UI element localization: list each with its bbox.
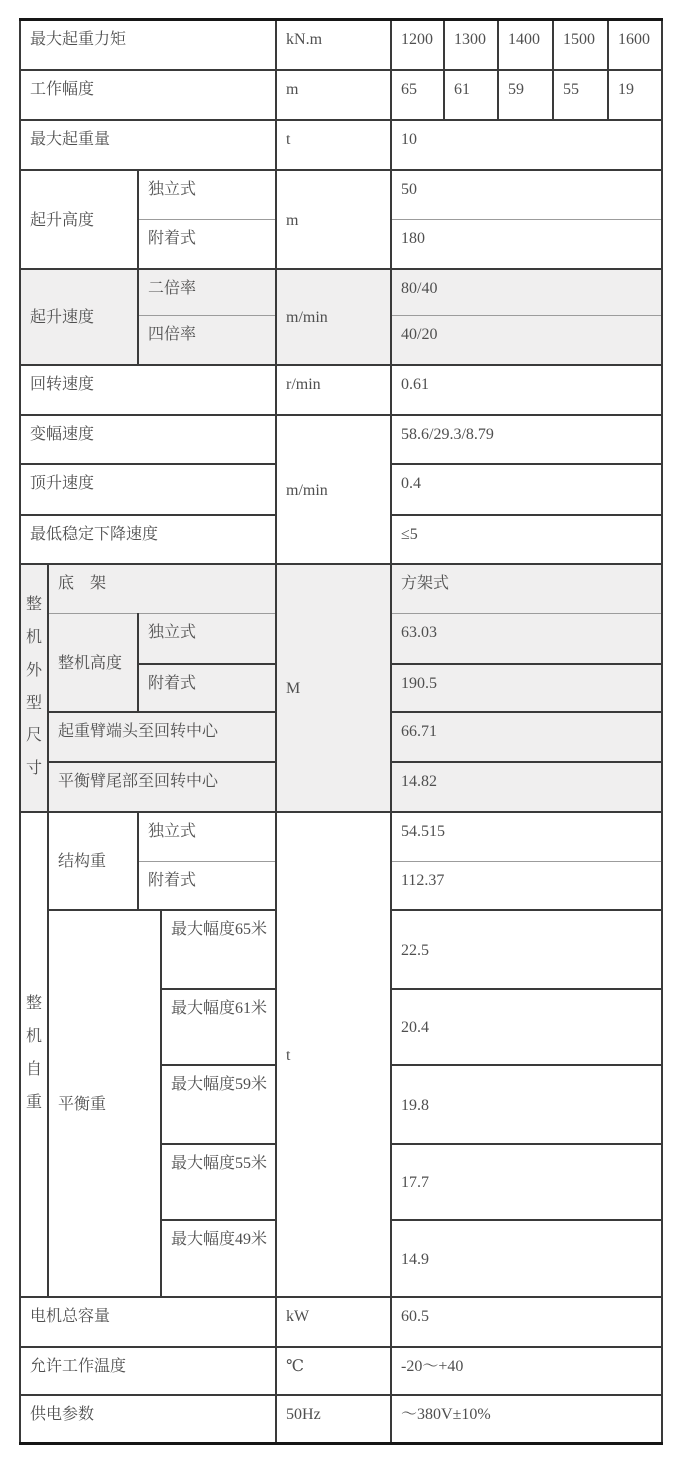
spec-label: 回转速度 (20, 365, 276, 415)
sub-label: 附着式 (138, 220, 276, 269)
value-cell: 10 (391, 120, 662, 170)
sub-label: 最大幅度61米 (161, 989, 276, 1065)
sub-label: 独立式 (138, 812, 276, 862)
unit-cell: kN.m (276, 20, 391, 70)
unit-cell: 50Hz (276, 1395, 391, 1444)
value-cell: 40/20 (391, 316, 662, 365)
spec-label: 起重臂端头至回转中心 (48, 712, 276, 762)
vertical-group-label: 整机自重 (20, 812, 48, 1297)
value-cell: 14.9 (391, 1220, 662, 1297)
sub-label: 二倍率 (138, 269, 276, 316)
unit-cell: t (276, 812, 391, 1297)
value-cell: 80/40 (391, 269, 662, 316)
table-row (20, 812, 662, 862)
spec-label: 最低稳定下降速度 (20, 515, 276, 564)
unit-cell: m (276, 70, 391, 120)
value-cell: 1600 (608, 20, 662, 70)
unit-cell: t (276, 120, 391, 170)
group-label: 整机高度 (48, 614, 138, 712)
spec-label: 供电参数 (20, 1395, 276, 1444)
sub-label: 四倍率 (138, 316, 276, 365)
group-label: 结构重 (48, 812, 138, 910)
unit-cell: m/min (276, 269, 391, 365)
unit-cell: m (276, 170, 391, 269)
value-cell: 180 (391, 220, 662, 269)
value-cell: 17.7 (391, 1144, 662, 1220)
spec-label: 电机总容量 (20, 1297, 276, 1347)
group-label: 平衡重 (48, 910, 161, 1297)
value-cell: 54.515 (391, 812, 662, 862)
table-row (20, 120, 662, 170)
value-cell: -20～+40 (391, 1347, 662, 1395)
value-cell: 63.03 (391, 614, 662, 664)
value-cell: ≤5 (391, 515, 662, 564)
value-cell: 22.5 (391, 910, 662, 989)
value-cell: 58.6/29.3/8.79 (391, 415, 662, 464)
spec-label: 工作幅度 (20, 70, 276, 120)
value-cell: 55 (553, 70, 608, 120)
table-row (20, 1395, 662, 1444)
value-cell: ～380V±10% (391, 1395, 662, 1444)
table-row (20, 269, 662, 316)
table-row (20, 564, 662, 614)
table-row (20, 1347, 662, 1395)
value-cell: 190.5 (391, 664, 662, 712)
group-label: 起升高度 (20, 170, 138, 269)
unit-cell: ℃ (276, 1347, 391, 1395)
spec-label: 变幅速度 (20, 415, 276, 464)
value-cell: 14.82 (391, 762, 662, 812)
sub-label: 附着式 (138, 664, 276, 712)
value-cell: 50 (391, 170, 662, 220)
value-cell: 19.8 (391, 1065, 662, 1144)
spec-label: 顶升速度 (20, 464, 276, 515)
value-cell: 0.4 (391, 464, 662, 515)
sub-label: 附着式 (138, 862, 276, 910)
sub-label: 最大幅度55米 (161, 1144, 276, 1220)
value-cell: 61 (444, 70, 498, 120)
spec-table (19, 18, 663, 1445)
value-cell: 112.37 (391, 862, 662, 910)
spec-label: 最大起重量 (20, 120, 276, 170)
value-cell: 59 (498, 70, 553, 120)
sub-label: 最大幅度65米 (161, 910, 276, 989)
table-row (20, 20, 662, 70)
value-cell: 1300 (444, 20, 498, 70)
value-cell: 1200 (391, 20, 444, 70)
sub-label: 最大幅度59米 (161, 1065, 276, 1144)
table-row (20, 70, 662, 120)
unit-cell: kW (276, 1297, 391, 1347)
value-cell: 65 (391, 70, 444, 120)
value-cell: 19 (608, 70, 662, 120)
group-label: 起升速度 (20, 269, 138, 365)
table-row (20, 170, 662, 220)
vertical-group-label: 整机外型尺寸 (20, 564, 48, 812)
sub-label: 独立式 (138, 614, 276, 664)
value-cell: 60.5 (391, 1297, 662, 1347)
value-cell: 方架式 (391, 564, 662, 614)
sub-label: 独立式 (138, 170, 276, 220)
table-row (20, 415, 662, 464)
spec-label: 允许工作温度 (20, 1347, 276, 1395)
value-cell: 66.71 (391, 712, 662, 762)
table-row (20, 1297, 662, 1347)
value-cell: 0.61 (391, 365, 662, 415)
spec-label: 底 架 (48, 564, 276, 614)
unit-cell: r/min (276, 365, 391, 415)
sub-label: 最大幅度49米 (161, 1220, 276, 1297)
spec-label: 最大起重力矩 (20, 20, 276, 70)
value-cell: 20.4 (391, 989, 662, 1065)
unit-cell: m/min (276, 415, 391, 564)
unit-cell: M (276, 564, 391, 812)
value-cell: 1400 (498, 20, 553, 70)
table-row (20, 365, 662, 415)
spec-label: 平衡臂尾部至回转中心 (48, 762, 276, 812)
value-cell: 1500 (553, 20, 608, 70)
